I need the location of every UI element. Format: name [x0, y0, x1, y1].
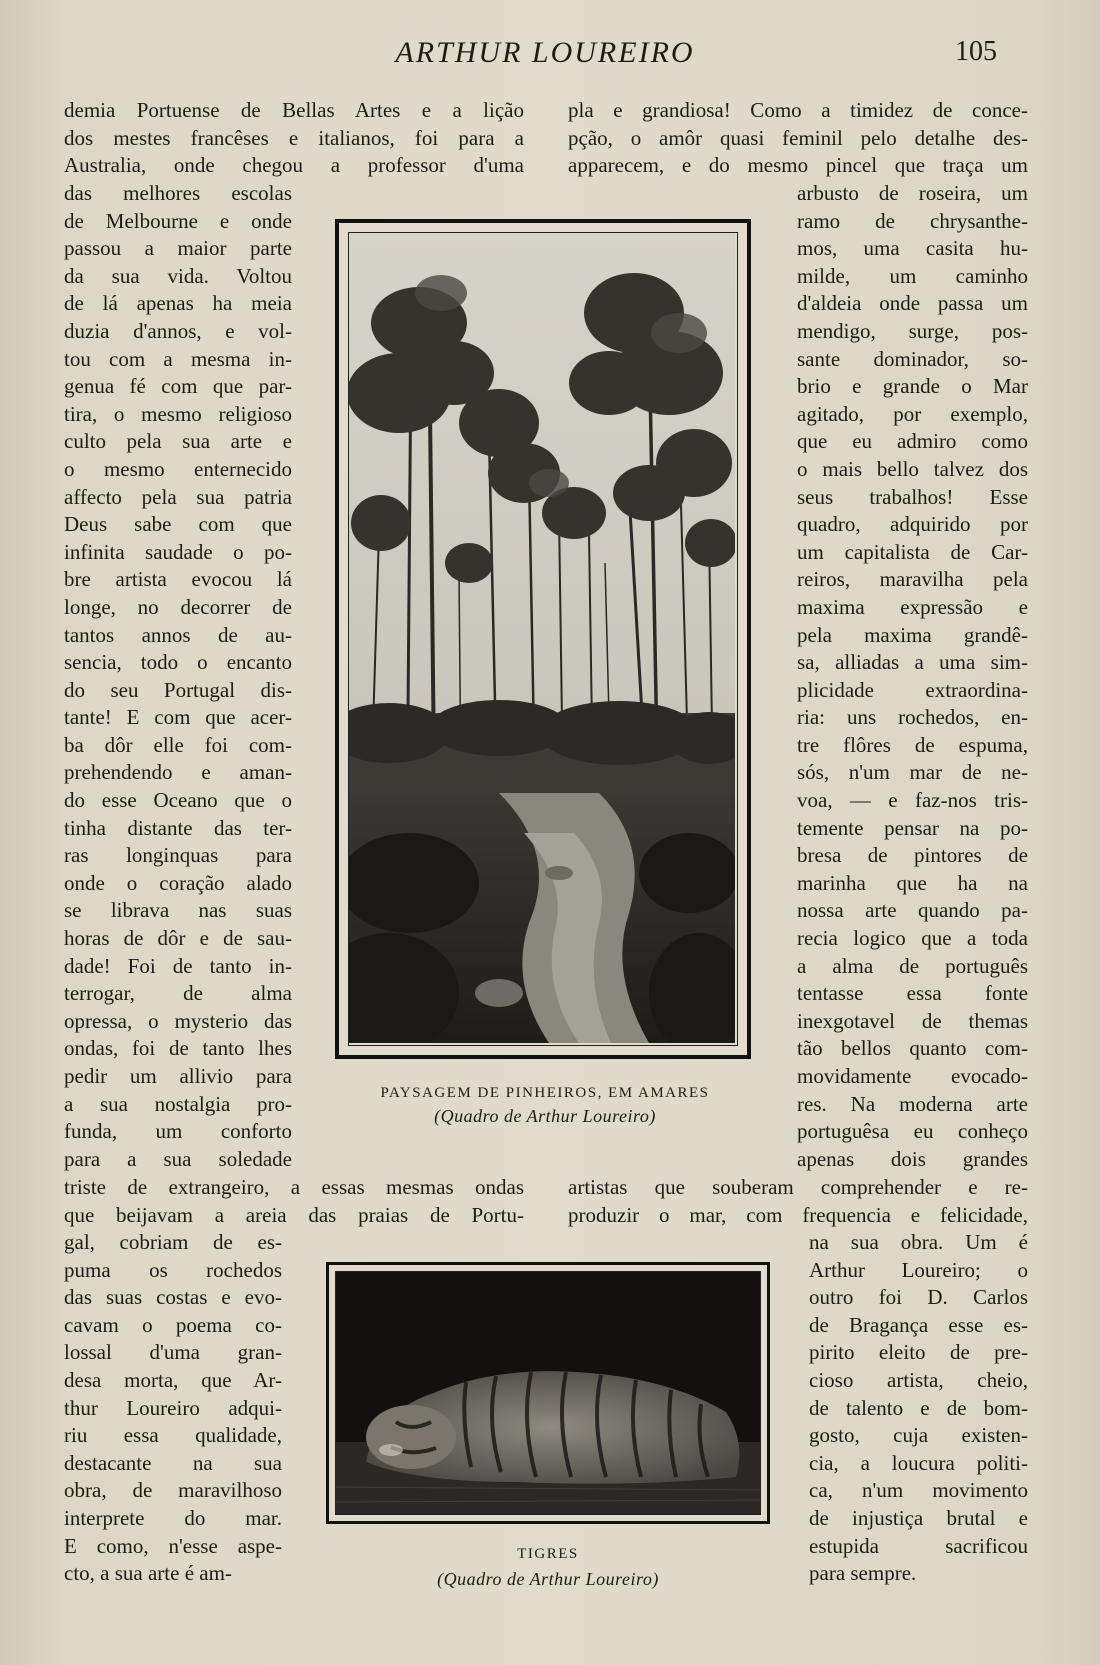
- text-line: ria: uns rochedos, en-: [797, 705, 1028, 730]
- text-line: Deus sabe com que: [64, 512, 292, 537]
- tiger-caption: [326, 1546, 770, 1590]
- running-header-title: ARTHUR LOUREIRO: [395, 36, 695, 69]
- text-line: onde o coração alado: [64, 870, 292, 895]
- text-line: ondas, foi de tanto lhes: [64, 1036, 292, 1061]
- text-line: apenas dois grandes: [797, 1146, 1028, 1171]
- tiger-painting: [335, 1271, 761, 1515]
- text-line: triste de extrangeiro, a essas mesmas ondas: [64, 1175, 524, 1199]
- pine-forest-image: [349, 233, 735, 1043]
- text-line: seus trabalhos! Esse: [797, 484, 1028, 509]
- text-line: outro foi D. Carlos: [809, 1285, 1028, 1310]
- text-line: o mais bello talvez dos: [797, 456, 1028, 481]
- text-line: temente pensar na po-: [797, 815, 1028, 840]
- text-line: ramo de chrysanthe-: [797, 208, 1028, 233]
- text-line: da sua vida. Voltou: [64, 263, 292, 288]
- text-line: ras longinquas para: [64, 843, 292, 868]
- text-line: de Melbourne e onde: [64, 208, 292, 233]
- text-line: opressa, o mysterio das: [64, 1008, 292, 1033]
- text-line: movidamente evocado-: [797, 1064, 1028, 1088]
- text-line: desa morta, que Ar-: [64, 1367, 282, 1392]
- text-line: estupida sacrificou: [809, 1533, 1028, 1558]
- text-line: de injustiça brutal e: [809, 1505, 1028, 1530]
- text-line: agitado, por exemplo,: [797, 401, 1028, 426]
- text-line: do esse Oceano que o: [64, 788, 292, 813]
- text-line: longe, no decorrer de: [64, 594, 292, 619]
- sleeping-tiger-image: [336, 1272, 760, 1514]
- text-line: ba dôr elle foi com-: [64, 732, 292, 757]
- text-block-right-top: [568, 97, 1028, 180]
- text-line: para sempre.: [809, 1561, 917, 1586]
- text-line: passou a maior parte: [64, 236, 292, 261]
- text-line: do seu Portugal dis-: [64, 677, 292, 702]
- text-block-left-bottom: [64, 1229, 282, 1588]
- text-line: reiros, maravilha pela: [797, 567, 1028, 592]
- text-line: o mesmo enternecido: [64, 456, 292, 481]
- text-line: Australia, onde chegou a professor d'uma: [64, 153, 524, 178]
- text-line: tira, o mesmo religioso: [64, 401, 292, 426]
- text-line: tinha distante das ter-: [64, 815, 292, 840]
- text-line: a alma de português: [797, 953, 1028, 978]
- text-line: de talento e de bom-: [809, 1395, 1028, 1420]
- caption-credit: (Quadro de Arthur Loureiro): [434, 1106, 656, 1126]
- text-line: quadro, adquirido por: [797, 512, 1028, 537]
- text-line: riu essa qualidade,: [64, 1423, 282, 1448]
- text-line: lossal d'uma gran-: [64, 1340, 282, 1365]
- pine-landscape-painting: [348, 232, 738, 1046]
- text-line: um capitalista de Car-: [797, 539, 1028, 564]
- text-line: sa, alliadas a uma sim-: [797, 650, 1028, 675]
- text-line: apparecem, e do mesmo pincel que traça um: [568, 153, 1028, 178]
- text-line: das melhores escolas: [64, 181, 292, 205]
- text-line: tre flôres de espuma,: [797, 732, 1028, 757]
- text-line: dos mestes francêses e italianos, foi para a: [64, 125, 524, 150]
- text-line: portuguêsa eu conheço: [797, 1119, 1028, 1144]
- text-line: produzir o mar, com frequencia e felicidade,: [568, 1202, 1028, 1227]
- text-block-left-top: [64, 97, 524, 180]
- text-line: Arthur Loureiro; o: [809, 1257, 1028, 1282]
- text-line: para a sua soledade: [64, 1146, 292, 1171]
- text-line: puma os rochedos: [64, 1257, 282, 1282]
- text-line: thur Loureiro adqui-: [64, 1395, 282, 1420]
- text-block-right-bottom: [809, 1229, 1028, 1588]
- text-line: pela maxima grandê-: [797, 622, 1028, 647]
- text-block-right-wide: [568, 1174, 1028, 1229]
- text-line: de lá apenas ha meia: [64, 291, 292, 316]
- text-line: pirito eleito de pre-: [809, 1340, 1028, 1365]
- text-line: bre artista evocou lá: [64, 567, 292, 592]
- text-line: sante dominador, so-: [797, 346, 1028, 371]
- text-line: sós, n'um mar de ne-: [797, 760, 1028, 785]
- caption-credit: (Quadro de Arthur Loureiro): [437, 1569, 659, 1589]
- text-line: gal, cobriam de es-: [64, 1230, 282, 1254]
- text-line: dade! Foi de tanto in-: [64, 953, 292, 978]
- text-line: infinita saudade o po-: [64, 539, 292, 564]
- text-line: milde, um caminho: [797, 263, 1028, 288]
- text-line: tantos annos de au-: [64, 622, 292, 647]
- text-line: horas de dôr e de sau-: [64, 926, 292, 951]
- text-line: cioso artista, cheio,: [809, 1367, 1028, 1392]
- text-line: de Bragança esse es-: [809, 1312, 1028, 1337]
- text-line: duzia d'annos, e vol-: [64, 318, 292, 343]
- text-line: destacante na sua: [64, 1450, 282, 1475]
- text-line: recia logico que a toda: [797, 926, 1028, 951]
- text-line: demia Portuense de Bellas Artes e a lição: [64, 98, 524, 122]
- text-line: pla e grandiosa! Como a timidez de conce-: [568, 98, 1028, 122]
- pine-landscape-caption: [330, 1085, 760, 1127]
- text-line: funda, um conforto: [64, 1119, 292, 1144]
- text-line: tentasse essa fonte: [797, 981, 1028, 1006]
- text-line: genua fé com que par-: [64, 374, 292, 399]
- text-line: tão bellos quanto com-: [797, 1036, 1028, 1061]
- text-line: ca, n'um movimento: [809, 1478, 1028, 1503]
- text-line: mos, uma casita hu-: [797, 236, 1028, 261]
- text-line: pedir um allivio para: [64, 1064, 292, 1088]
- text-block-left-mid: [64, 180, 292, 1173]
- text-line: arbusto de roseira, um: [797, 181, 1028, 205]
- text-line: affecto pela sua patria: [64, 484, 292, 509]
- text-line: artistas que souberam comprehender e re-: [568, 1175, 1028, 1199]
- text-line: pção, o amôr quasi feminil pelo detalhe des-: [568, 125, 1028, 150]
- text-line: res. Na moderna arte: [797, 1091, 1028, 1116]
- text-line: cavam o poema co-: [64, 1312, 282, 1337]
- text-line: marinha que ha na: [797, 870, 1028, 895]
- text-block-right-mid: [797, 180, 1028, 1173]
- text-line: tou com a mesma in-: [64, 346, 292, 371]
- text-line: maxima expressão e: [797, 594, 1028, 619]
- text-line: obra, de maravilhoso: [64, 1478, 282, 1503]
- text-line: d'aldeia onde passa um: [797, 291, 1028, 316]
- text-line: se librava nas suas: [64, 898, 292, 923]
- text-line: plicidade extraordina-: [797, 677, 1028, 702]
- text-line: mendigo, surge, pos-: [797, 318, 1028, 343]
- tiger-picture-frame: [326, 1262, 770, 1524]
- text-line: cto, a sua arte é am-: [64, 1561, 232, 1586]
- caption-title: TIGRES: [517, 1546, 579, 1562]
- text-line: voa, — e faz-nos tris-: [797, 788, 1028, 813]
- text-line: interprete do mar.: [64, 1505, 282, 1530]
- text-line: sencia, todo o encanto: [64, 650, 292, 675]
- text-line: cia, a loucura politi-: [809, 1450, 1028, 1475]
- text-line: a sua nostalgia pro-: [64, 1091, 292, 1116]
- caption-title: PAYSAGEM DE PINHEIROS, EM AMARES: [380, 1085, 710, 1101]
- text-line: culto pela sua arte e: [64, 429, 292, 454]
- text-line: que eu admiro como: [797, 429, 1028, 454]
- text-line: brio e grande o Mar: [797, 374, 1028, 399]
- page-number: 105: [955, 36, 997, 67]
- text-line: gosto, cuja existen-: [809, 1423, 1028, 1448]
- text-line: das suas costas e evo-: [64, 1285, 282, 1310]
- text-line: terrogar, de alma: [64, 981, 292, 1006]
- text-block-left-wide: [64, 1174, 524, 1229]
- pine-landscape-picture-frame: [335, 219, 751, 1059]
- text-line: que beijavam a areia das praias de Portu-: [64, 1202, 524, 1227]
- text-line: bresa de pintores de: [797, 843, 1028, 868]
- text-line: tante! E com que acer-: [64, 705, 292, 730]
- text-line: E como, n'esse aspe-: [64, 1533, 282, 1558]
- text-line: na sua obra. Um é: [809, 1230, 1028, 1254]
- text-line: inexgotavel de themas: [797, 1008, 1028, 1033]
- text-line: prehendendo e aman-: [64, 760, 292, 785]
- text-line: nossa arte quando pa-: [797, 898, 1028, 923]
